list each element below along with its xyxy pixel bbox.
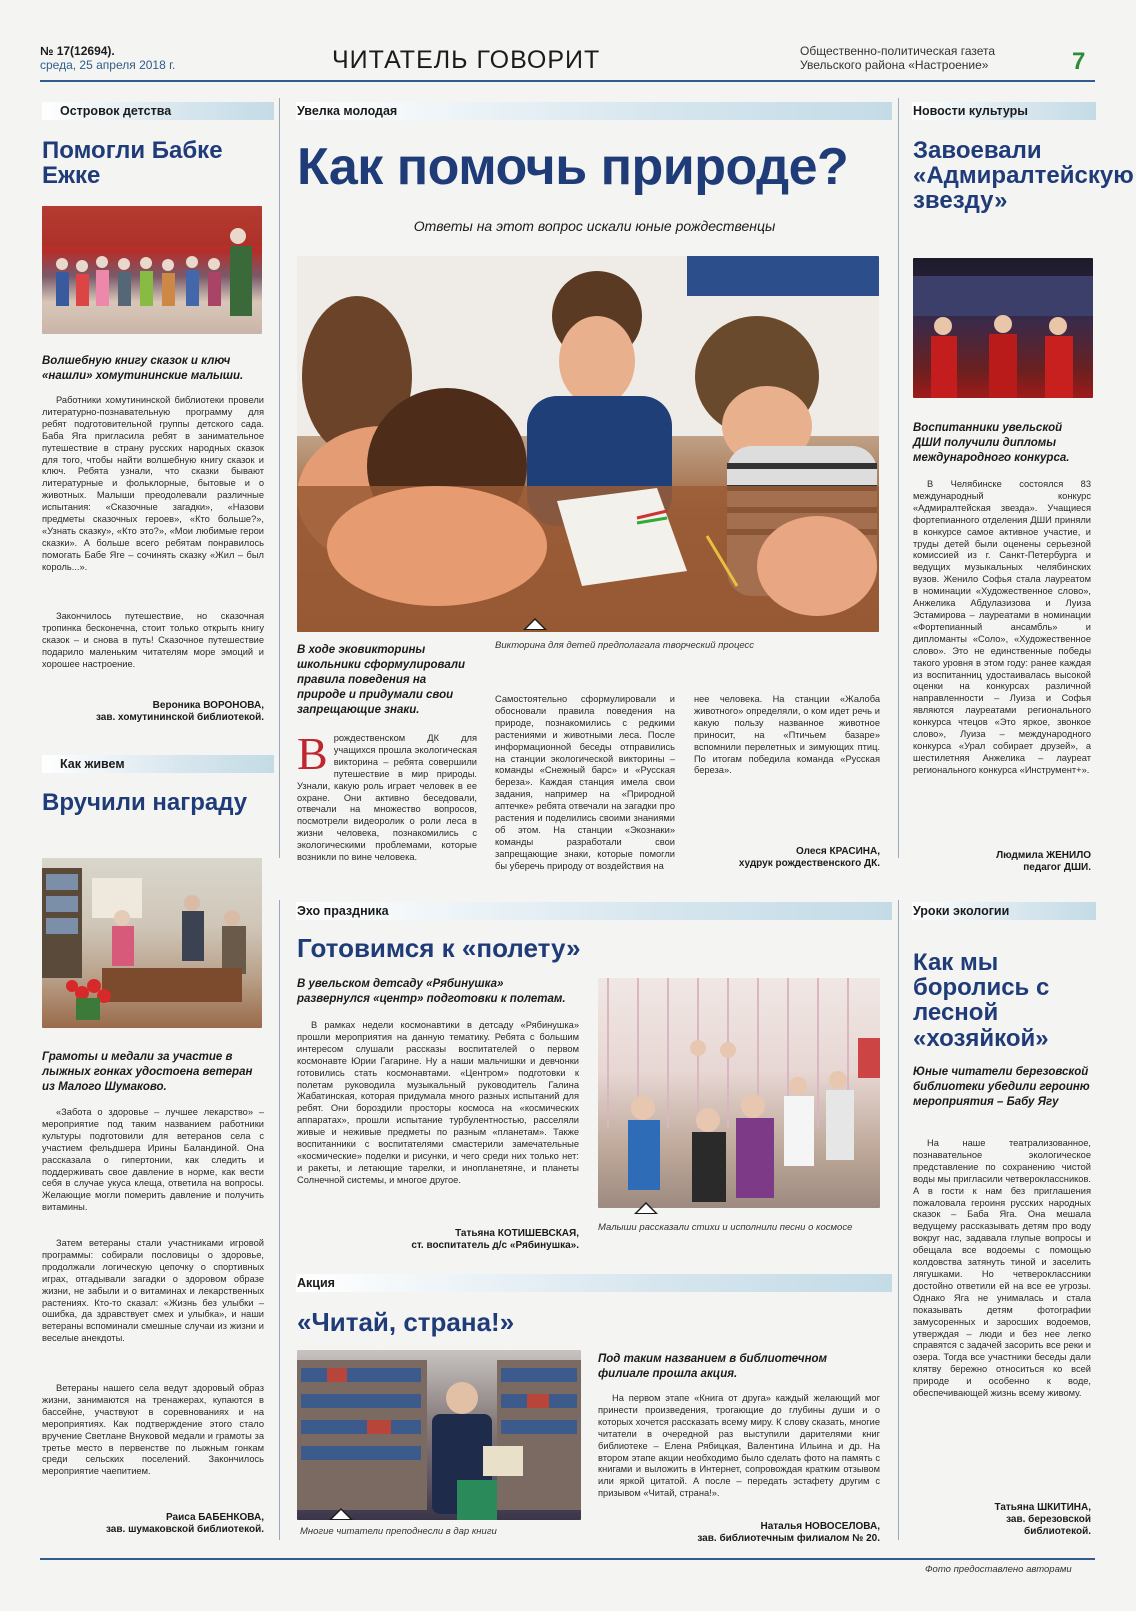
caption-pointer-icon — [329, 1508, 353, 1520]
signature-noveselova — [598, 1521, 880, 1545]
signature-shkitina-name: Татьяна ШКИТИНА, — [994, 1502, 1091, 1513]
signature-zhenilo — [913, 850, 1091, 874]
photo-caption-ecoquiz: Викторина для детей предполагала творческий процесс — [495, 640, 755, 651]
signature-krasina — [694, 846, 880, 870]
rubric-uroki-ekologii: Уроки экологии — [913, 904, 1010, 918]
page-number: 7 — [1072, 48, 1086, 75]
photo-children-fairytale-art — [42, 206, 262, 334]
article-kak-pomoch-col3 — [694, 694, 880, 820]
photo-caption-kindergarten: Малыши рассказали стихи и исполнили песни о космосе — [598, 1222, 853, 1233]
article-gotovimsya: В рамках недели космонавтики в детсаду «Рябинушка» прошли мероприятия на данную тематику. Ребята с большим интересом слушали рассказы воспитателей о первом космонавте Юрии Гагарине. Ну а наши мальчишки и девчонки готовились стать космонавтами. «Центром» подготовки к полетам руководила музыкальный руководитель Галина Жабатинская, которая придумала много разных испытаний для ребят. Они бороздили просторы космоса на «космических аппаратах», прошли испытание турбулентностью, расселяли живые и неживые предметы по разным «планетам». Также воспитанники с воспитателями смастерили замечательные «космические» поделки и рисунки, и чего среди них только нет: и ракеты, и летающие тарелки, и инопланетяне, и планеты Солнечной системы, и многое другое. — [297, 1020, 579, 1185]
signature-shkitina-role1: зав. березовской — [1006, 1514, 1091, 1525]
photo-caption-library: Многие читатели преподнесли в дар книги — [300, 1526, 497, 1537]
photo-library-books — [297, 1350, 581, 1520]
photo-library-books-art — [297, 1350, 581, 1520]
headline-chitay-strana: «Читай, страна!» — [297, 1307, 515, 1337]
photo-ecoquiz — [297, 256, 879, 632]
article-kak-pomoch-col2 — [495, 694, 675, 873]
signature-kotishevskaya — [297, 1228, 579, 1252]
article-zavoevali: В Челябинске состоялся 83 международный конкурс «Адмиралтейская звезда». Учащиеся фортепианного отделения ДШИ приняли в конкурсе самое активное участие, и труды детей были оценены серьезной комиссией из г. Санкт-Петербурга и ведущих музыкальных челябинских вузов. Женило Софья стала лауреатом в номинации «Художественное слово», Анжелика Абдулазизова и Луиза Эстамирова – лауреатами в номинации «Фортепианный ансамбль» и дипломанты «Соло», «Художественное слово». Это не единственные победы такого уровня в этом году: ранее каждая из воспитанниц удостаивалась высокой оценки на конкурсах различной направленности – Луиза и Софья являются лауреатами регионального конкурса чтецов «Это яркое, звонкое слово», Луиза – международного конкурса «Урал собирает друзей», а шестилетняя Анжелика – лауреат регионального конкурса «Инструмент+». — [913, 479, 1091, 775]
article-babka-ezhka-p2: Закончилось путешествие, но сказочная тропинка бесконечна, стоит только открыть книгу сказок – и снова в путь! Сказочное путешествие подарило маленьким читателям море эмоций и хорошее настроение. — [42, 611, 264, 669]
rubric-novosti-kultury: Новости культуры — [913, 104, 1028, 118]
lead-kak-my-borolis: Юные читатели березовской библиотеки убедили героиню мероприятия – Бабу Ягу — [913, 1066, 1090, 1108]
signature-voronova-name: Вероника ВОРОНОВА, — [152, 700, 264, 711]
article-vruchili-p1: «Забота о здоровье – лучшее лекарство» – мероприятие под таким названием работники культуры подготовили для ветеранов села с участием фельдшера Ирины Баландиной. Она рассказала о гипертонии, как следить и поддерживать свое давление в норме, как вести себя в случае укуса клеща, ответила на вопросы. Желающие могли померить давление и получить витамины. — [42, 1107, 264, 1213]
lead-gotovimsya: В увельском детсаду «Рябинушка» развернулся «центр» подготовки к полетам. — [297, 978, 566, 1005]
section-title: ЧИТАТЕЛЬ ГОВОРИТ — [332, 46, 601, 74]
rubric-kak-zhivem: Как живем — [60, 757, 125, 771]
rubric-eho-prazdnika: Эхо праздника — [297, 904, 389, 918]
article-kak-pomoch-text-cont: Самостоятельно сформулировали и обосновали правила поведения на природе, познакомились с редкими растениями и животными леса. После информационной беседы отправились на станции экологической викторины – команды «Снежный барс» и «Русская береза». Каждая станция имела свои задания, например на «Природной аптечке» ребята отвечали на загадки про растения и поделились своими знаниями об этом. На станции «Экознаки» команды разработали свои запрещающие знаки, которые помогли бы уберечь природу от воздействия на — [495, 694, 675, 871]
paper-name-line1: Общественно-политическая газета — [800, 44, 996, 58]
photo-children-fairytale — [42, 206, 262, 334]
lead-babka-ezhka: Волшебную книгу сказок и ключ «нашли» хомутининские малыши. — [42, 355, 244, 382]
signature-babenkova-name: Раиса БАБЕНКОВА, — [166, 1512, 264, 1523]
rubric-bar — [296, 1274, 892, 1292]
signature-kotishevskaya-role: ст. воспитатель д/с «Рябинушка». — [411, 1240, 579, 1251]
signature-babenkova — [42, 1512, 264, 1536]
headline-zavoevali: Завоевали «Адмиралтейскую звезду» — [913, 137, 1134, 215]
headline-babka-ezhka: Помогли Бабке Ежке — [42, 137, 223, 190]
rubric-ostrovok: Островок детства — [60, 104, 172, 118]
signature-shkitina — [913, 1502, 1091, 1538]
photo-credit: Фото предоставлено авторами — [925, 1564, 1072, 1575]
photo-award-library — [42, 858, 262, 1028]
signature-shkitina-role2: библиотекой. — [1024, 1526, 1091, 1537]
issue-number: № 17(12694). — [40, 44, 115, 58]
photo-admiral-star-art — [913, 258, 1093, 398]
signature-krasina-name: Олеся КРАСИНА, — [796, 846, 880, 857]
issue-date: среда, 25 апреля 2018 г. — [40, 58, 176, 72]
lead-kak-pomoch: В ходе эковикторины школьники сформулировали правила поведения на природе и придумали свои запрещающие знаки. — [297, 644, 466, 716]
signature-voronova-role: зав. хомутининской библиотекой. — [95, 712, 264, 723]
article-kak-pomoch-col1 — [297, 733, 477, 873]
column-divider — [898, 900, 899, 1540]
column-divider — [279, 900, 280, 1540]
signature-voronova — [42, 700, 264, 724]
caption-pointer-icon — [634, 1202, 658, 1214]
headline-kak-pomoch: Как помочь природе? — [297, 138, 849, 196]
rubric-uvelka-molodaya: Увелка молодая — [297, 104, 398, 118]
caption-pointer-icon — [523, 618, 547, 630]
column-divider — [898, 98, 899, 858]
signature-zhenilo-role: педагог ДШИ. — [1023, 862, 1091, 873]
paper-name — [800, 44, 995, 72]
headline-kak-my-borolis: Как мы боролись с лесной «хозяйкой» — [913, 949, 1050, 1052]
photo-admiral-star — [913, 258, 1093, 398]
article-vruchili-p3: Ветераны нашего села ведут здоровый образ жизни, занимаются на тренажерах, купаются в бассейне, участвуют в соревнованиях и на мероприятиях. Как подтверждение этого стало вручение Светлане Внуковой медали и грамоты за третье место в первенстве по лыжным гонкам среди сельских поселений. Закончилось мероприятие чаепитием. — [42, 1383, 264, 1477]
article-vruchili-p2: Затем ветераны стали участниками игровой программы: собирали пословицы о здоровье, продолжали логическую цепочку о спортивных играх, отгадывали загадки о здоровом образе жизни, не забыли и о витаминах и лекарственных растениях. Кто-то сказал: «Жизнь без улыбки – ошибка, да здравствует смех и улыбка», и наши ветераны вспоминали смешные случаи из жизни и веселые анекдоты. — [42, 1238, 264, 1344]
headline-gotovimsya: Готовимся к «полету» — [297, 933, 581, 963]
issue-info — [40, 44, 175, 72]
article-kak-my-borolis: На наше театрализованное, познавательное экологическое представление по сохранению чистой воды мы пригласили четвероклассников. А в гости к нам без приглашения пожаловала героиня русских народных сказок – Баба Яга. Она мешала ведущему рассказывать детям про воду вокруг нас, задавала глупые вопросы и обещала все водоемы с помощью колдовства затянуть тиной и заселить лягушками. Но четвероклассники достойно ответили ей на все ее угрозы. Однако Яга не унималась и стала показывать детям фотографии замусоренных и заросших водоемов, утверждая – люди и без нее легко справятся с задачей засорить все реки и озера. Тогда все участники беседы дали клятву бережно относиться ко всей природе и особенно к воде, обеспечивающей жизнь всему живому. — [913, 1138, 1091, 1399]
signature-zhenilo-name: Людмила ЖЕНИЛО — [996, 850, 1091, 861]
photo-kindergarten-space — [598, 978, 880, 1208]
photo-kindergarten-space-art — [598, 978, 880, 1208]
signature-krasina-role: худрук рождественского ДК. — [738, 858, 880, 869]
article-kak-pomoch-text: рождественском ДК для учащихся прошла экологическая викторина – ребята совершили путешествие в мир природы. Узнали, какую роль играет человек в ее охране. Они активно беседовали, отвечали на множество вопросов, посмотрели видеоролик о роли леса в жизни человека, познакомились с экологическими проблемами, которые возникли по вине человека. — [297, 733, 477, 863]
article-kak-pomoch-text-end: нее человека. На станции «Жалоба животного» определяли, о ком идет речь и какую пользу названное животное приносит, на «Птичьем базаре» вспомнили перелетных и зимующих птиц. По итогам победила команда «Русская береза». — [694, 694, 880, 776]
photo-award-library-art — [42, 858, 262, 1028]
signature-kotishevskaya-name: Татьяна КОТИШЕВСКАЯ, — [455, 1228, 579, 1239]
lead-vruchili: Грамоты и медали за участие в лыжных гонках удостоена ветеран из Малого Шумаково. — [42, 1051, 253, 1093]
subtitle-kak-pomoch: Ответы на этот вопрос искали юные рождественцы — [413, 218, 776, 234]
signature-noveselova-role: зав. библиотечным филиалом № 20. — [697, 1533, 880, 1544]
dropcap-letter: В — [297, 733, 328, 779]
lead-chitay-strana: Под таким названием в библиотечном филиале прошла акция. — [598, 1353, 828, 1380]
column-divider — [279, 98, 280, 858]
lead-zavoevali: Воспитанники увельской ДШИ получили дипломы международного конкурса. — [913, 422, 1070, 464]
signature-noveselova-name: Наталья НОВОСЕЛОВА, — [760, 1521, 880, 1532]
photo-ecoquiz-art — [297, 256, 879, 632]
headline-vruchili: Вручили награду — [42, 789, 248, 816]
footer-rule — [40, 1558, 1095, 1560]
paper-name-line2: Увельского района «Настроение» — [800, 58, 989, 72]
article-chitay-strana: На первом этапе «Книга от друга» каждый желающий мог принести произведения, трогающие до глубины души и о которых хочется рассказать всему миру. К слову сказать, многие читатели в очередной раз выступили дарителями книг библиотеке – Елена Рябицкая, Валентина Ильина и др. На втором этапе акции необходимо было сделать фото на память с книгами и выложить в Интернет, сопровождая кратким отзывом или яркой цитатой. А после – передать эстафету другим с призывом «Читай, страна!». — [598, 1393, 880, 1499]
article-babka-ezhka-p1: Работники хомутининской библиотеки провели литературно-познавательную программу для ребят подготовительной группы детского сада. Баба Яга пригласила ребят в занимательное путешествие в страну русских народных сказок для того, чтобы найти волшебную книгу сказок и ключ. Ребята узнали, что сказки бывают литературные и фольклорные, бытовые и о животных. Малыши преодолевали различные испытания: «Сказочные загадки», «Назови предметы сказочных героев», «Кто больше?», «Узнать сказку», «Кто это?», «Мои любимые герои сказки». А больше всего ребятам понравилось помогать Бабе Яге – сочинять сказку «Жил – был король...». — [42, 395, 264, 572]
signature-babenkova-role: зав. шумаковской библиотекой. — [105, 1524, 264, 1535]
rubric-akciya: Акция — [297, 1276, 335, 1290]
header-rule — [40, 80, 1095, 82]
